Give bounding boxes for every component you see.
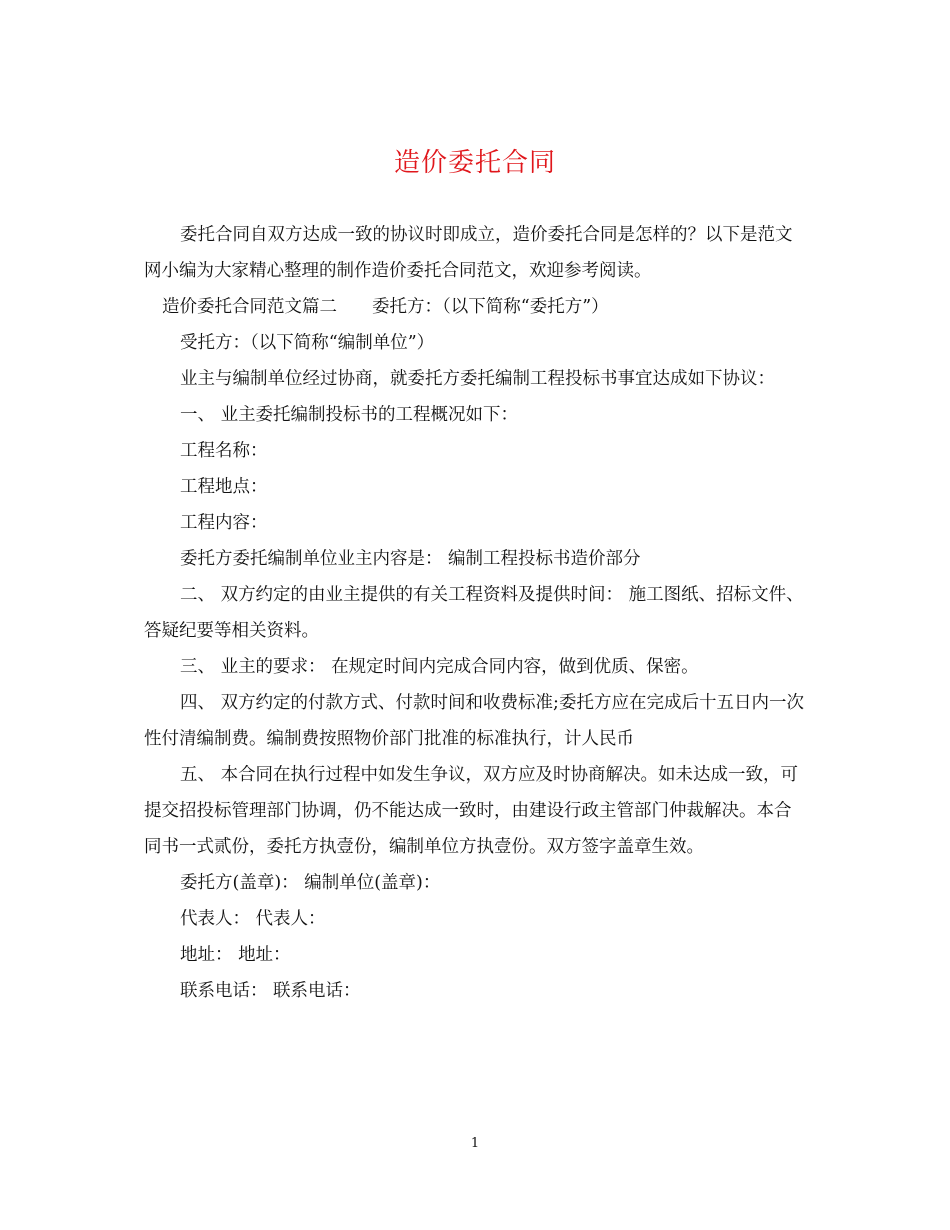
clause-1: 一、 业主委托编制投标书的工程概况如下： bbox=[180, 405, 519, 425]
field-project-location: 工程地点： bbox=[180, 477, 268, 497]
field-project-name: 工程名称： bbox=[180, 441, 268, 461]
paragraph-commission-content: 委托方委托编制单位业主内容是： 编制工程投标书造价部分 bbox=[180, 549, 641, 569]
field-project-content: 工程内容： bbox=[180, 513, 268, 533]
document-body bbox=[144, 217, 804, 1009]
signature-seal-line: 委托方(盖章)： 编制单位(盖章)： bbox=[180, 873, 441, 893]
paragraph-agent: 受托方：（以下简称“编制单位”） bbox=[180, 333, 435, 353]
page-number: 1 bbox=[470, 1136, 480, 1151]
paragraph-principal: 造价委托合同范文篇二 委托方：（以下简称“委托方”） bbox=[162, 297, 609, 317]
clause-2: 二、 双方约定的由业主提供的有关工程资料及提供时间： 施工图纸、招标文件、答疑纪要等相关资料。 bbox=[144, 585, 804, 641]
paragraph-agreement: 业主与编制单位经过协商，就委托方委托编制工程投标书事宜达成如下协议： bbox=[180, 369, 775, 389]
document-title: 造价委托合同 bbox=[393, 148, 556, 178]
clause-5: 五、 本合同在执行过程中如发生争议，双方应及时协商解决。如未达成一致，可提交招投标管理部门协调，仍不能达成一致时，由建设行政主管部门仲裁解决。本合同书一式贰份，委托方执壹份，编制单位方执壹份。双方签字盖章生效。 bbox=[144, 765, 799, 857]
signature-representative-line: 代表人： 代表人： bbox=[180, 909, 326, 929]
paragraph-intro: 委托合同自双方达成一致的协议时即成立，造价委托合同是怎样的？以下是范文网小编为大家精心整理的制作造价委托合同范文，欢迎参考阅读。 bbox=[144, 225, 793, 281]
signature-phone-line: 联系电话： 联系电话： bbox=[180, 981, 361, 1001]
clause-4: 四、 双方约定的付款方式、付款时间和收费标准;委托方应在完成后十五日内一次性付清编制费。编制费按照物价部门批准的标准执行，计人民币 bbox=[144, 693, 804, 749]
signature-address-line: 地址： 地址： bbox=[180, 945, 291, 965]
clause-3: 三、 业主的要求： 在规定时间内完成合同内容，做到优质、保密。 bbox=[180, 657, 699, 677]
